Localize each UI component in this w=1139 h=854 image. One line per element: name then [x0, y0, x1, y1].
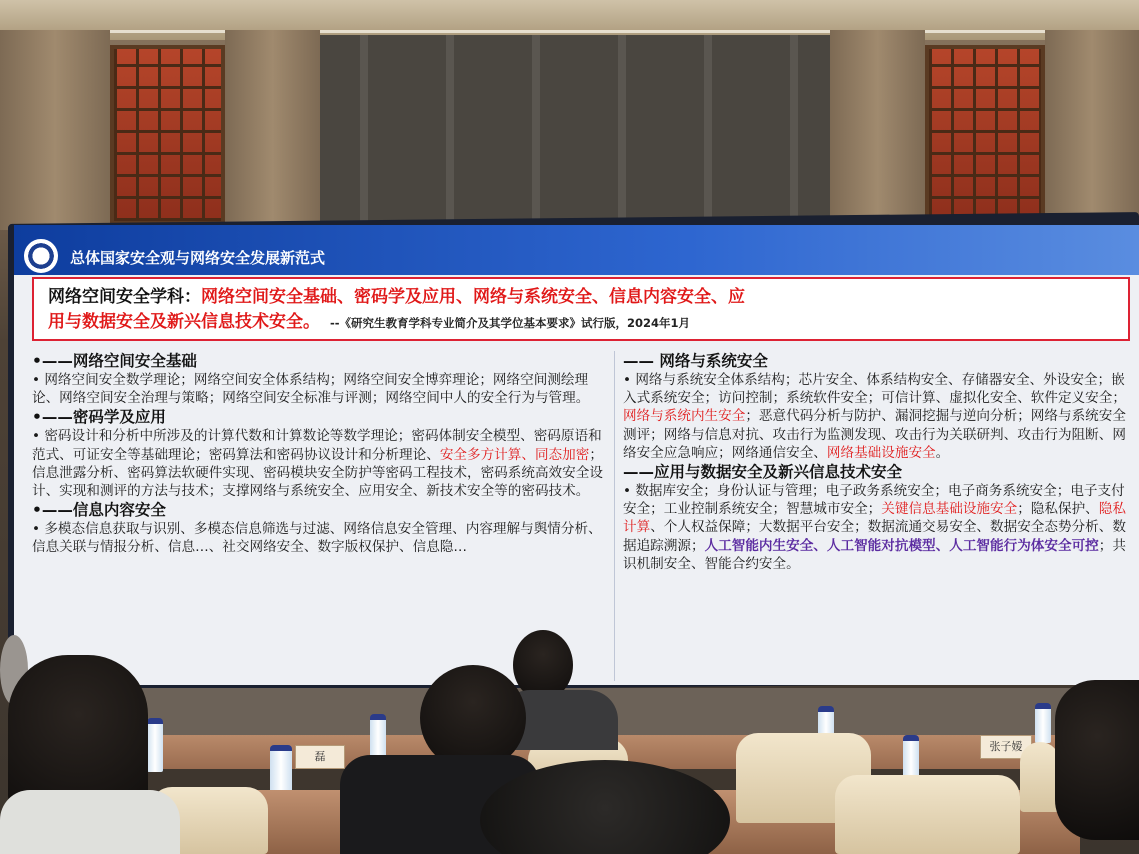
appdata-text-a: • 数据库安全；身份认证与管理；电子政务系统安全；电子商务系统安全；电子支付安全；工业控制系统安全；智慧城市安全； — [623, 483, 1125, 518]
lattice-window — [110, 45, 225, 225]
water-bottle — [147, 718, 163, 772]
discipline-banner — [32, 277, 1130, 341]
left-column — [32, 351, 607, 681]
wall-panel — [1045, 30, 1139, 230]
wall-panel — [0, 30, 110, 230]
presentation-slide — [14, 225, 1139, 685]
right-column — [614, 351, 1132, 681]
banner-lead: 网络空间安全学科： — [48, 287, 201, 307]
curtain — [320, 35, 830, 230]
slide-header-title: 总体国家安全观与网络安全发展新范式 — [70, 249, 326, 267]
crypto-text-a: • 密码设计和分析中所涉及的计算代数和计算数论等数学理论；密码体制安全模型、密码原语和范式、可证安全等基础理论；密码算法和密码协议设计和分析理论、 — [32, 428, 602, 463]
banner-red-text-2: 用与数据安全及新兴信息技术安全。 — [48, 312, 320, 332]
section-body-app-data-security — [623, 482, 1132, 573]
chair — [1020, 742, 1060, 812]
crypto-text-b: ；信息泄露分析、密码算法软硬件实现、密码模块安全防护等密码工程技术，密码系统高效安全设计、实现和测评的方法与技术；支撑网络与系统安全、应用安全、新技术安全等的密码技术。 — [32, 446, 603, 500]
appdata-text-b: ；隐私保护、 — [1017, 501, 1099, 518]
audience-head — [1055, 680, 1139, 840]
slide-header — [14, 225, 1139, 275]
water-bottle — [818, 706, 834, 736]
section-body-cyberspace-foundation: • 网络空间安全数学理论；网络空间安全体系结构；网络空间安全博弈理论；网络空间测绘理论、网络空间安全治理与策略；网络空间安全标准与评测；网络空间中人的安全行为与管理。 — [32, 372, 590, 407]
name-card: 张子嫒 — [980, 735, 1032, 759]
audience-body — [0, 790, 180, 854]
section-title-content-security: •——信息内容安全 — [32, 501, 166, 520]
netsys-text-a: • 网络与系统安全体系结构；芯片安全、体系结构安全、存储器安全、外设安全；嵌入式系统安全；访问控制；系统软件安全；可信计算、虚拟化安全、软件定义安全； — [623, 372, 1126, 407]
name-card: 磊 — [295, 745, 345, 769]
section-body-content-security: • 多模态信息获取与识别、多模态信息筛选与过滤、网络信息安全管理、内容理解与舆情分析、信息关联与情报分析、信息…、社交网络安全、数字版权保护、信息隐… — [32, 521, 602, 556]
university-logo-icon — [24, 239, 58, 273]
appdata-highlight-2: 隐私计算 — [623, 501, 1126, 536]
netsys-text-b: ；恶意代码分析与防护、漏洞挖掘与逆向分析；网络与系统安全测评；网络与信息对抗、攻击行为监测发现、攻击行为关联研判、攻击行为阻断、网络安全应急响应；网络通信安全、 — [623, 408, 1126, 461]
crypto-highlight: 安全多方计算、同态加密 — [439, 446, 590, 463]
banner-line-2 — [48, 309, 1114, 336]
section-title-app-data-security: ——应用与数据安全及新兴信息技术安全 — [623, 463, 903, 482]
banner-source: --《研究生教育学科专业简介及其学位基本要求》试行版，2024年1月 — [330, 316, 691, 330]
appdata-highlight-1: 关键信息基础设施安全 — [881, 501, 1018, 518]
wall-panel — [225, 30, 320, 230]
section-title-network-system-security: —— 网络与系统安全 — [623, 352, 768, 370]
banner-line-1 — [48, 285, 1114, 309]
chair — [835, 775, 1020, 854]
netsys-highlight-1: 网络与系统内生安全 — [623, 408, 746, 425]
banner-red-text-1: 网络空间安全基础、密码学及应用、网络与系统安全、信息内容安全、应 — [201, 287, 745, 307]
section-body-cryptography — [32, 427, 607, 500]
section-title-cyberspace-foundation: •——网络空间安全基础 — [32, 352, 197, 370]
stage — [140, 688, 1139, 736]
ceiling — [0, 0, 1139, 40]
wall-panel — [830, 30, 925, 230]
section-title-cryptography: •——密码学及应用 — [32, 408, 166, 427]
lattice-window — [925, 45, 1045, 225]
appdata-text-c: 、个人权益保障；大数据平台安全；数据流通交易安全、数据安全态势分析、数据追踪溯源； — [623, 519, 1126, 554]
section-body-network-system-security — [623, 371, 1132, 462]
appdata-highlight-ai: 人工智能内生安全、人工智能对抗模型、人工智能行为体安全可控 — [704, 537, 1099, 554]
netsys-text-c: 。 — [935, 444, 950, 461]
appdata-text-d: ；共识机制安全、智能合约安全。 — [623, 537, 1126, 572]
water-bottle — [1035, 703, 1051, 743]
netsys-highlight-2: 网络基础设施安全 — [826, 444, 936, 461]
